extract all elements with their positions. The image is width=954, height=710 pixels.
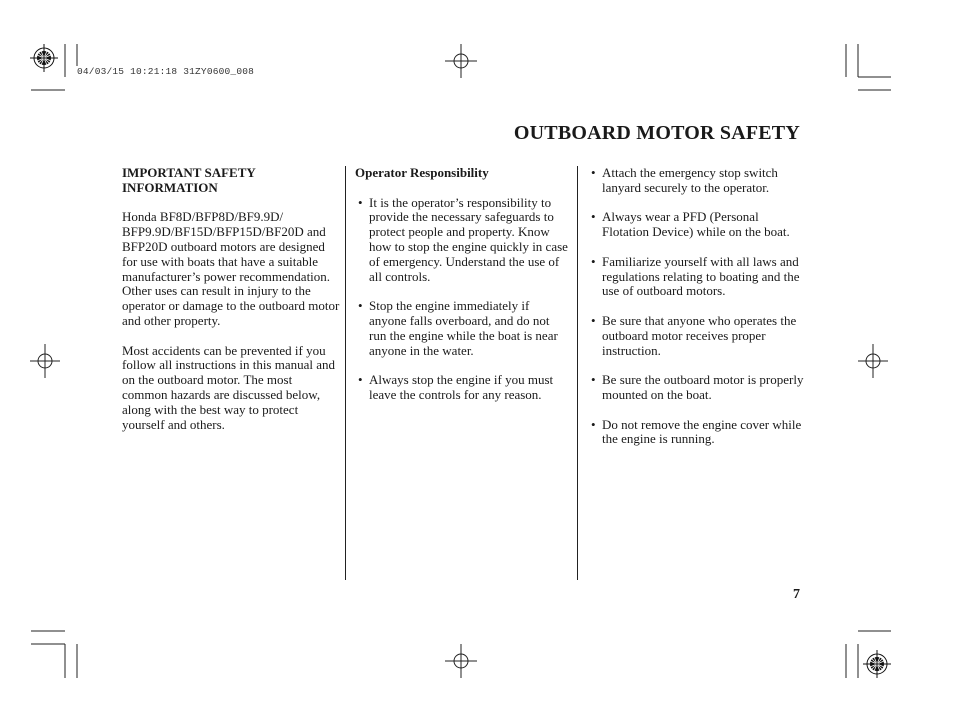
crop-mark-bottom-left — [31, 631, 77, 678]
crop-mark-top-left — [31, 44, 77, 90]
list-item — [355, 196, 570, 285]
list-item — [355, 299, 570, 358]
column-safety-tips — [590, 166, 805, 462]
column-important-safety — [122, 166, 340, 447]
crop-mark-top-right — [846, 44, 891, 90]
list-item — [590, 373, 805, 403]
bullet-icon: • — [591, 253, 596, 269]
bullet-icon: • — [591, 372, 596, 388]
page-number: 7 — [793, 587, 800, 602]
list-item-text: Do not remove the engine cover while the engine is running. — [602, 416, 802, 447]
list-item — [590, 418, 805, 448]
heading-line-2: INFORMATION — [122, 179, 218, 195]
bullet-icon: • — [358, 194, 363, 210]
bullet-icon: • — [591, 209, 596, 225]
list-item — [590, 166, 805, 196]
list-item-text: Always wear a PFD (Personal Flotation Device) while on the boat. — [602, 209, 790, 240]
list-item-text: Be sure the outboard motor is properly mounted on the boat. — [602, 372, 804, 402]
page-title: OUTBOARD MOTOR SAFETY — [513, 122, 800, 144]
bullet-icon: • — [591, 165, 596, 180]
paragraph-accidents: Most accidents can be prevented if you follow all instructions in this manual and on the outboard motor. The most common hazards are discussed below, along with the best way to protect yourself and others. — [122, 342, 336, 432]
bullet-icon: • — [591, 416, 596, 432]
crosshair-registration-icon — [445, 44, 477, 78]
registration-target-icon — [863, 650, 891, 678]
list-item-text: Attach the emergency stop switch lanyard securely to the operator. — [602, 165, 778, 195]
bullet-list — [590, 166, 805, 447]
crosshair-registration-icon — [445, 644, 477, 678]
column-divider — [345, 166, 346, 580]
bullet-icon: • — [358, 372, 363, 388]
list-item-text: Be sure that anyone who operates the outboard motor receives proper instruction. — [602, 312, 797, 358]
column-divider — [577, 166, 578, 580]
heading-line-1: IMPORTANT SAFETY — [122, 165, 256, 180]
list-item-text: Stop the engine immediately if anyone falls overboard, and do not run the engine while the boat is near anyone in the water. — [369, 298, 558, 358]
list-item-text: Familiarize yourself with all laws and regulations relating to boating and the use of outboard motors. — [602, 253, 800, 299]
bullet-icon: • — [591, 312, 596, 328]
list-item-text: Always stop the engine if you must leave the controls for any reason. — [369, 372, 554, 402]
crosshair-registration-icon — [30, 344, 60, 378]
list-item — [590, 255, 805, 299]
registration-target-icon — [30, 44, 58, 72]
print-stamp: 04/03/15 10:21:18 31ZY0600_008 — [77, 66, 255, 77]
crosshair-registration-icon — [858, 344, 888, 378]
list-item-text: It is the operator’s responsibility to provide the necessary safeguards to protect people and property. Know how to stop the engine quickly in case of emergency. Understand the use of all controls. — [369, 194, 568, 284]
section-heading: Operator Responsibility — [355, 165, 489, 180]
column-operator-responsibility — [355, 166, 570, 418]
list-item — [590, 314, 805, 358]
list-item — [355, 373, 570, 403]
bullet-icon: • — [358, 298, 363, 314]
list-item — [590, 210, 805, 240]
bullet-list — [355, 196, 570, 403]
paragraph-intro: Honda BF8D/BFP8D/BF9.9D/ BFP9.9D/BF15D/BFP15D/BF20D and BFP20D outboard motors are designed for use with boats that have a suitable manufacturer’s power recommendation. Other uses can result in injury to the operator or damage to the outboard motor and other property. — [122, 209, 340, 328]
section-heading — [122, 166, 340, 196]
